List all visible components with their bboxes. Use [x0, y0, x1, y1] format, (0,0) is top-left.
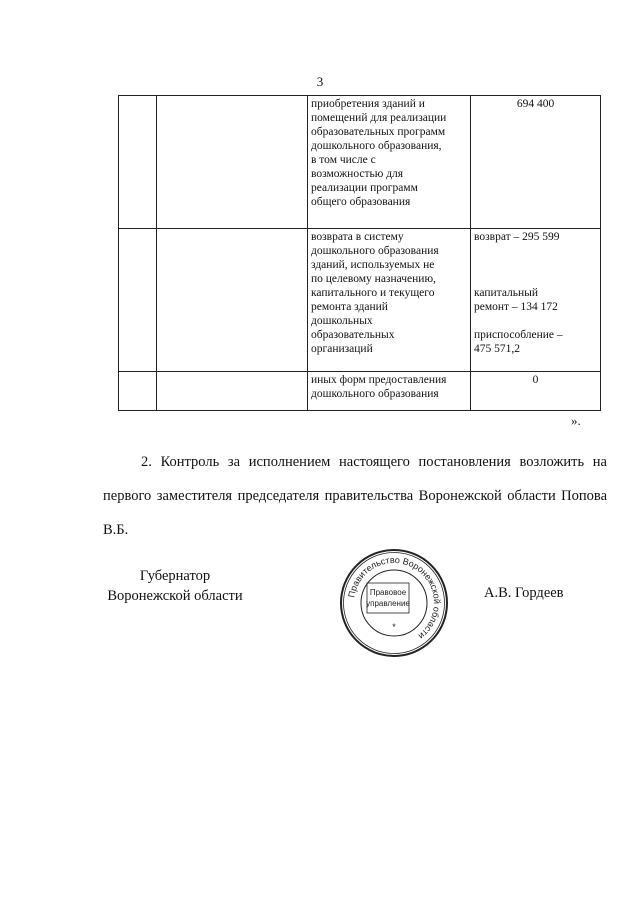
governor-title: [103, 566, 247, 606]
table-cell-value: возврат – 295 599 капитальный ремонт – 134 172 приспособление – 475 571,2: [471, 229, 601, 372]
table-cell-empty: [119, 96, 157, 229]
table-cell-description: иных форм предоставления дошкольного образования: [308, 372, 471, 411]
table-cell-description: возврата в систему дошкольного образования зданий, используемых не по целевому назначению, капитального и текущего ремонта зданий дошкольных образовательных организаций: [308, 229, 471, 372]
table-row: [119, 229, 601, 372]
signer-name: А.В. Гордеев: [484, 585, 564, 601]
stamp-outer-text: Правительство Воронежской области: [346, 554, 443, 642]
stamp-inner-line: управление: [366, 599, 410, 608]
page-number: 3: [316, 74, 324, 89]
closing-quote: ».: [571, 413, 581, 428]
governor-title-line: Губернатор: [139, 568, 211, 584]
table-cell-description: приобретения зданий и помещений для реализации образовательных программ дошкольного образования, в том числе с возможностью для реализации программ общего образования: [308, 96, 471, 229]
control-paragraph: 2. Контроль за исполнением настоящего постановления возложить на первого заместителя председателя правительства Воронежской области Попова В.Б.: [103, 453, 607, 538]
stamp-mark: *: [392, 622, 396, 632]
table-row: [119, 372, 601, 411]
stamp-inner-line: Правовое: [369, 588, 407, 597]
table-cell-empty: [157, 96, 308, 229]
official-stamp: [338, 547, 450, 659]
governor-title-line: Воронежской области: [107, 588, 243, 604]
table-cell-empty: [157, 229, 308, 372]
table-cell-empty: [119, 372, 157, 411]
table-cell-empty: [157, 372, 308, 411]
table-row: [119, 96, 601, 229]
table-cell-value: 0: [471, 372, 601, 411]
program-table: [118, 95, 601, 411]
table-cell-value: 694 400: [471, 96, 601, 229]
table-cell-empty: [119, 229, 157, 372]
